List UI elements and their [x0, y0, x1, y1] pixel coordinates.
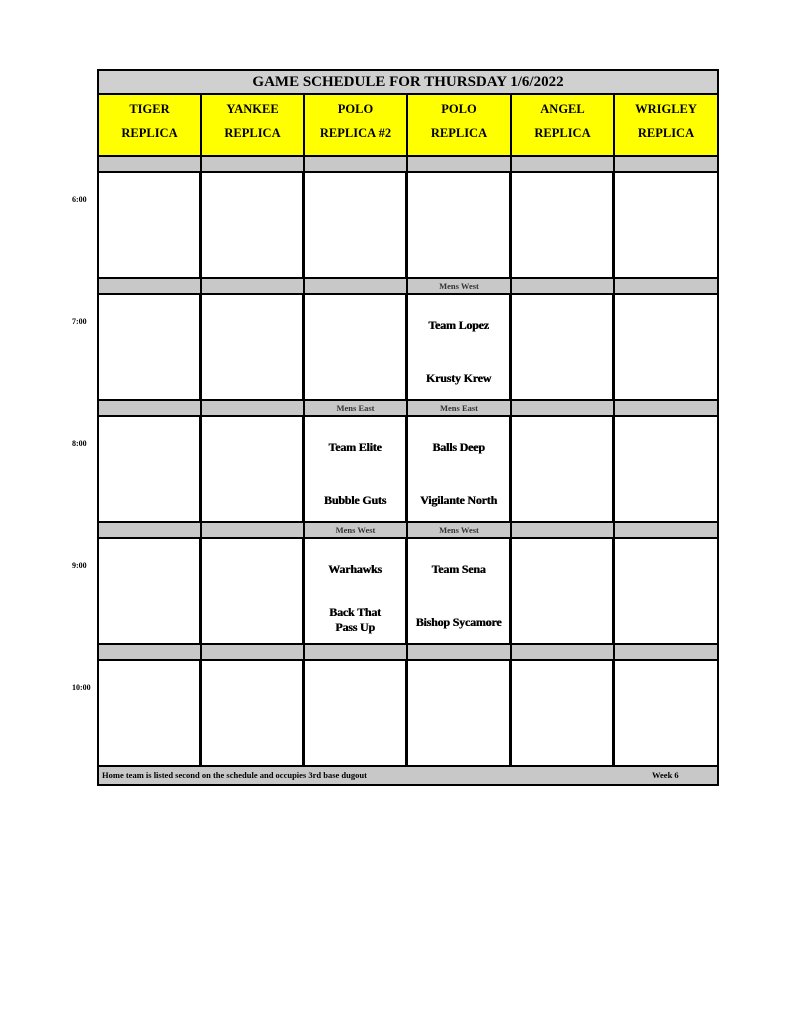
- division-label: [512, 523, 615, 537]
- away-team: Team Sena: [431, 562, 486, 576]
- game-cell: [99, 173, 202, 277]
- game-cell: [408, 661, 512, 765]
- column-header-3: [305, 95, 408, 155]
- game-cell: [408, 173, 512, 277]
- field-type: REPLICA #2: [319, 126, 392, 140]
- game-cell: [305, 295, 408, 399]
- field-type: REPLICA: [224, 126, 281, 140]
- game-cell: [202, 539, 305, 643]
- home-team: Bubble Guts: [323, 493, 387, 507]
- column-header-4: [408, 95, 512, 155]
- game-cell: [202, 661, 305, 765]
- game-cell: [615, 661, 717, 765]
- time-label: 8:00: [72, 439, 87, 448]
- division-label: [202, 645, 305, 659]
- time-label: 9:00: [72, 561, 87, 570]
- division-bar: [99, 277, 717, 295]
- division-label: [202, 279, 305, 293]
- game-cell: [512, 295, 615, 399]
- home-team-note: Home team is listed second on the schedule and occupies 3rd base dugout: [102, 770, 367, 780]
- game-cell: [512, 661, 615, 765]
- game-cell: [408, 539, 512, 643]
- home-team: Bishop Sycamore: [415, 615, 502, 629]
- division-label: [408, 645, 512, 659]
- game-cell: [408, 295, 512, 399]
- division-label: [99, 279, 202, 293]
- game-cell: [305, 417, 408, 521]
- field-name: WRIGLEY: [635, 102, 697, 116]
- division-label: [305, 645, 408, 659]
- division-label: [99, 523, 202, 537]
- game-cell: [615, 417, 717, 521]
- division-label: [99, 157, 202, 171]
- column-header-5: [512, 95, 615, 155]
- division-label: [512, 157, 615, 171]
- field-name: POLO: [337, 102, 374, 116]
- division-label: [305, 279, 408, 293]
- game-cell: [615, 173, 717, 277]
- division-label: [202, 523, 305, 537]
- division-bar: [99, 521, 717, 539]
- game-cell: [99, 539, 202, 643]
- division-label: Mens West: [408, 279, 512, 293]
- game-cell: [512, 173, 615, 277]
- division-bar: [99, 155, 717, 173]
- game-cell: [202, 173, 305, 277]
- field-name: YANKEE: [226, 102, 279, 116]
- field-type: REPLICA: [534, 126, 591, 140]
- division-label: [305, 157, 408, 171]
- field-name: POLO: [441, 102, 477, 116]
- away-team: Warhawks: [328, 562, 382, 576]
- division-label: [615, 401, 717, 415]
- column-header-6: [615, 95, 717, 155]
- division-label: [99, 401, 202, 415]
- division-label: [512, 645, 615, 659]
- column-header-1: [99, 95, 202, 155]
- schedule-title: GAME SCHEDULE FOR THURSDAY 1/6/2022: [99, 71, 717, 95]
- game-cell: [202, 417, 305, 521]
- home-team: Back That Pass Up: [329, 605, 381, 634]
- game-cell: [305, 539, 408, 643]
- division-label: [99, 645, 202, 659]
- game-cell: [512, 417, 615, 521]
- game-cell: [99, 295, 202, 399]
- division-label: [202, 401, 305, 415]
- division-label: [408, 157, 512, 171]
- game-cell: [512, 539, 615, 643]
- home-team: Vigilante North: [420, 493, 497, 507]
- division-label: Mens East: [408, 401, 512, 415]
- division-label: [615, 523, 717, 537]
- division-label: [512, 279, 615, 293]
- division-label: [615, 279, 717, 293]
- game-cell: [408, 417, 512, 521]
- field-type: REPLICA: [637, 126, 695, 140]
- away-team: Balls Deep: [432, 440, 485, 454]
- time-label: 6:00: [72, 195, 87, 204]
- home-team: Krusty Krew: [425, 371, 492, 385]
- division-bar: [99, 399, 717, 417]
- game-cell: [305, 661, 408, 765]
- game-cell: [99, 417, 202, 521]
- schedule-table: [97, 69, 719, 786]
- away-team: Team Elite: [328, 440, 382, 454]
- game-cell: [615, 295, 717, 399]
- field-type: REPLICA: [121, 126, 178, 140]
- column-header-2: [202, 95, 305, 155]
- schedule-footer: [99, 765, 717, 784]
- field-type: REPLICA: [430, 126, 488, 140]
- division-label: [202, 157, 305, 171]
- division-label: [512, 401, 615, 415]
- division-bar: [99, 643, 717, 661]
- division-label: [615, 645, 717, 659]
- game-cell: [615, 539, 717, 643]
- time-label: 10:00: [72, 683, 91, 692]
- division-label: [615, 157, 717, 171]
- game-cell: [305, 173, 408, 277]
- division-label: Mens West: [305, 523, 408, 537]
- away-team: Team Lopez: [428, 318, 489, 332]
- division-label: Mens West: [408, 523, 512, 537]
- time-label: 7:00: [72, 317, 87, 326]
- game-cell: [99, 661, 202, 765]
- division-label: Mens East: [305, 401, 408, 415]
- field-name: TIGER: [129, 102, 170, 116]
- field-name: ANGEL: [540, 102, 585, 116]
- week-label: Week 6: [652, 770, 679, 780]
- game-cell: [202, 295, 305, 399]
